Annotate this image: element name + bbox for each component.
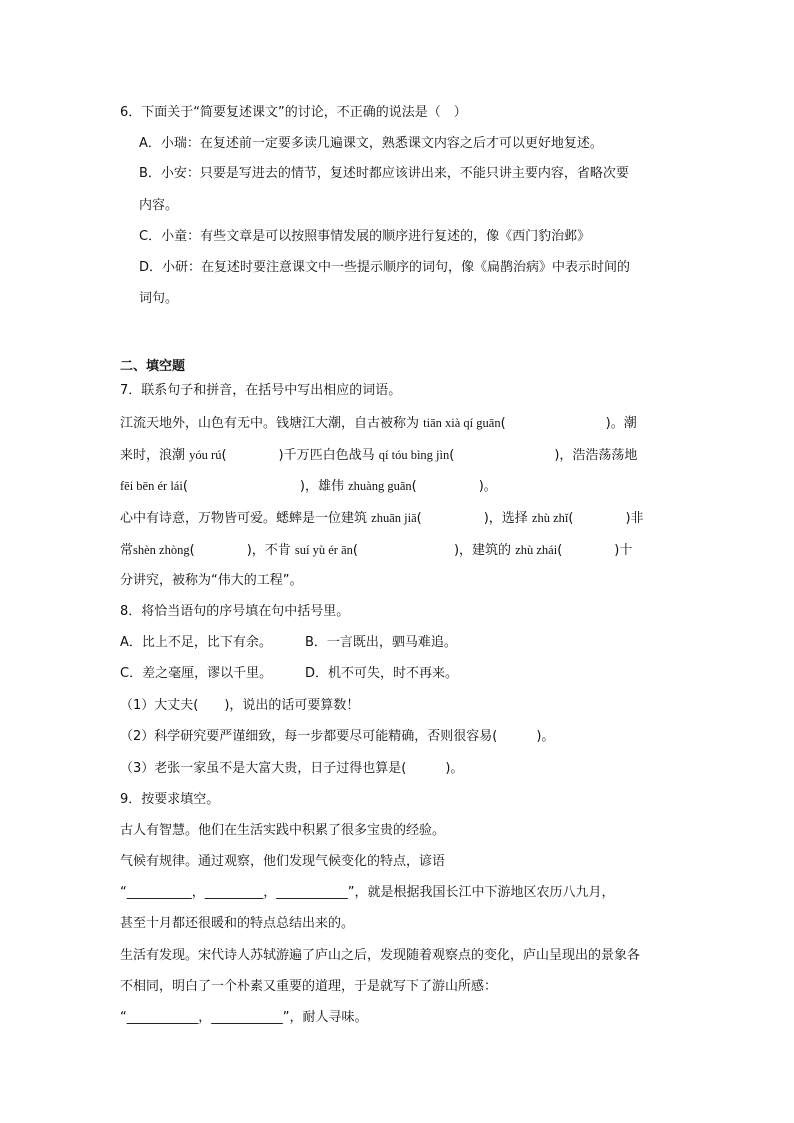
q7-text: )，建筑的 — [453, 543, 512, 558]
q6-option-c: C．小童：有些文章是可以按照事情发展的顺序进行复述的，像《西门豹治邺》 — [139, 229, 591, 244]
q7-text: )，雄伟 — [299, 479, 344, 494]
pinyin: qí tóu bìng jìn — [378, 448, 450, 462]
q7-line4 — [120, 508, 644, 529]
bracket-open: ( — [557, 543, 563, 558]
q6-option-b-line1: B．小安：只要是写进去的情节，复述时都应该讲出来，不能只讲主要内容，省略次要 — [139, 166, 629, 181]
q7-line2 — [120, 445, 637, 466]
q8-option-a: A．比上不足，比下有余。 — [120, 635, 272, 650]
q9-fill-line-2: “___________，___________”，耐人寻味。 — [120, 1010, 368, 1025]
q7-text: 常 — [120, 543, 134, 558]
q6-stem: 6．下面关于“简要复述课文”的讨论，不正确的说法是（ ） — [120, 105, 467, 120]
bracket-open: ( — [352, 543, 358, 558]
q8-option-b: B．一言既出，驷马难追。 — [305, 635, 457, 650]
q7-text: 心中有诗意，万物皆可爱。蟋蟀是一位建筑 — [120, 511, 368, 526]
q7-text: )，浩浩荡荡地 — [554, 448, 638, 463]
q9-stem: 9．按要求填空。 — [120, 792, 220, 807]
q7-text: )千万匹白色战马 — [278, 448, 375, 463]
q7-stem: 7．联系句子和拼音，在括号中写出相应的词语。 — [120, 383, 402, 398]
bracket-open: ( — [500, 416, 506, 431]
q6-option-b-line2: 内容。 — [139, 198, 179, 213]
q7-text: )，不肯 — [246, 543, 291, 558]
q7-line6: 分讲究，被称为“伟大的工程”。 — [120, 573, 303, 588]
bracket-open: ( — [416, 511, 422, 526]
q7-text: )。潮 — [605, 416, 637, 431]
bracket-open: ( — [411, 479, 417, 494]
pinyin: yóu rú — [189, 448, 222, 462]
q9-paragraph-4: 生活有发现。宋代诗人苏轼游遍了庐山之后，发现随着观察点的变化，庐山呈现出的景象各 — [120, 948, 641, 963]
q9-fill-line-1: “__________，_________，___________”，就是根据我国长江中下游地区农历八九月， — [120, 885, 615, 900]
q6-option-a: A．小瑞：在复述前一定要多读几遍课文，熟悉课文内容之后才可以更好地复述。 — [139, 136, 603, 151]
bracket-open: ( — [568, 511, 574, 526]
bracket-open: ( — [449, 448, 455, 463]
bracket-open: ( — [189, 543, 195, 558]
pinyin: zhuān jiā — [371, 511, 417, 525]
q9-paragraph-3: 甚至十月都还很暖和的特点总结出来的。 — [120, 916, 355, 931]
pinyin: zhù zhǐ — [531, 511, 569, 525]
pinyin: zhuàng guān — [348, 479, 412, 493]
q8-stem: 8．将恰当语句的序号填在句中括号里。 — [120, 604, 350, 619]
q7-line5 — [120, 540, 632, 561]
pinyin: suí yù ér ān — [294, 543, 353, 557]
q7-line1 — [120, 413, 637, 434]
q6-option-d-line1: D．小研：在复述时要注意课文中一些提示顺序的词句，像《扁鹊治病》中表示时间的 — [139, 260, 631, 275]
q7-text: )非 — [625, 511, 644, 526]
q8-sentence-1: （1）大丈夫( )，说出的话可要算数！ — [120, 698, 360, 713]
q9-paragraph-1: 古人有智慧。他们在生活实践中积累了很多宝贵的经验。 — [120, 823, 446, 838]
q8-sentence-2: （2）科学研究要严谨细致，每一步都要尽可能精确，否则很容易( )。 — [120, 729, 555, 744]
q8-sentence-3: （3）老张一家虽不是大富大贵，日子过得也算是( )。 — [120, 761, 464, 776]
q7-line3 — [120, 476, 497, 497]
bracket-open: ( — [182, 479, 188, 494]
pinyin: shèn zhòng — [133, 543, 190, 557]
q6-option-d-line2: 词句。 — [139, 291, 179, 306]
q7-text: )。 — [478, 479, 497, 494]
q7-text: 来时，浪潮 — [120, 448, 186, 463]
pinyin: tiān xià qí guān — [423, 416, 501, 430]
q9-paragraph-2: 气候有规律。通过观察，他们发现气候变化的特点，谚语 — [120, 854, 446, 869]
q9-paragraph-5: 不相同，明白了一个朴素又重要的道理，于是就写下了游山所感： — [120, 979, 498, 994]
q8-option-d: D．机不可失，时不再来。 — [305, 666, 459, 681]
q7-text: )，选择 — [483, 511, 528, 526]
pinyin: zhù zhái — [515, 543, 558, 557]
bracket-open: ( — [221, 448, 227, 463]
section-title: 二、填空题 — [120, 359, 186, 374]
q8-option-c: C．差之毫厘，谬以千里。 — [120, 666, 273, 681]
q7-text: 江流天地外，山色有无中。钱塘江大潮，自古被称为 — [120, 416, 420, 431]
pinyin: fēi bēn ér lái — [120, 479, 183, 493]
q7-text: )十 — [614, 543, 633, 558]
